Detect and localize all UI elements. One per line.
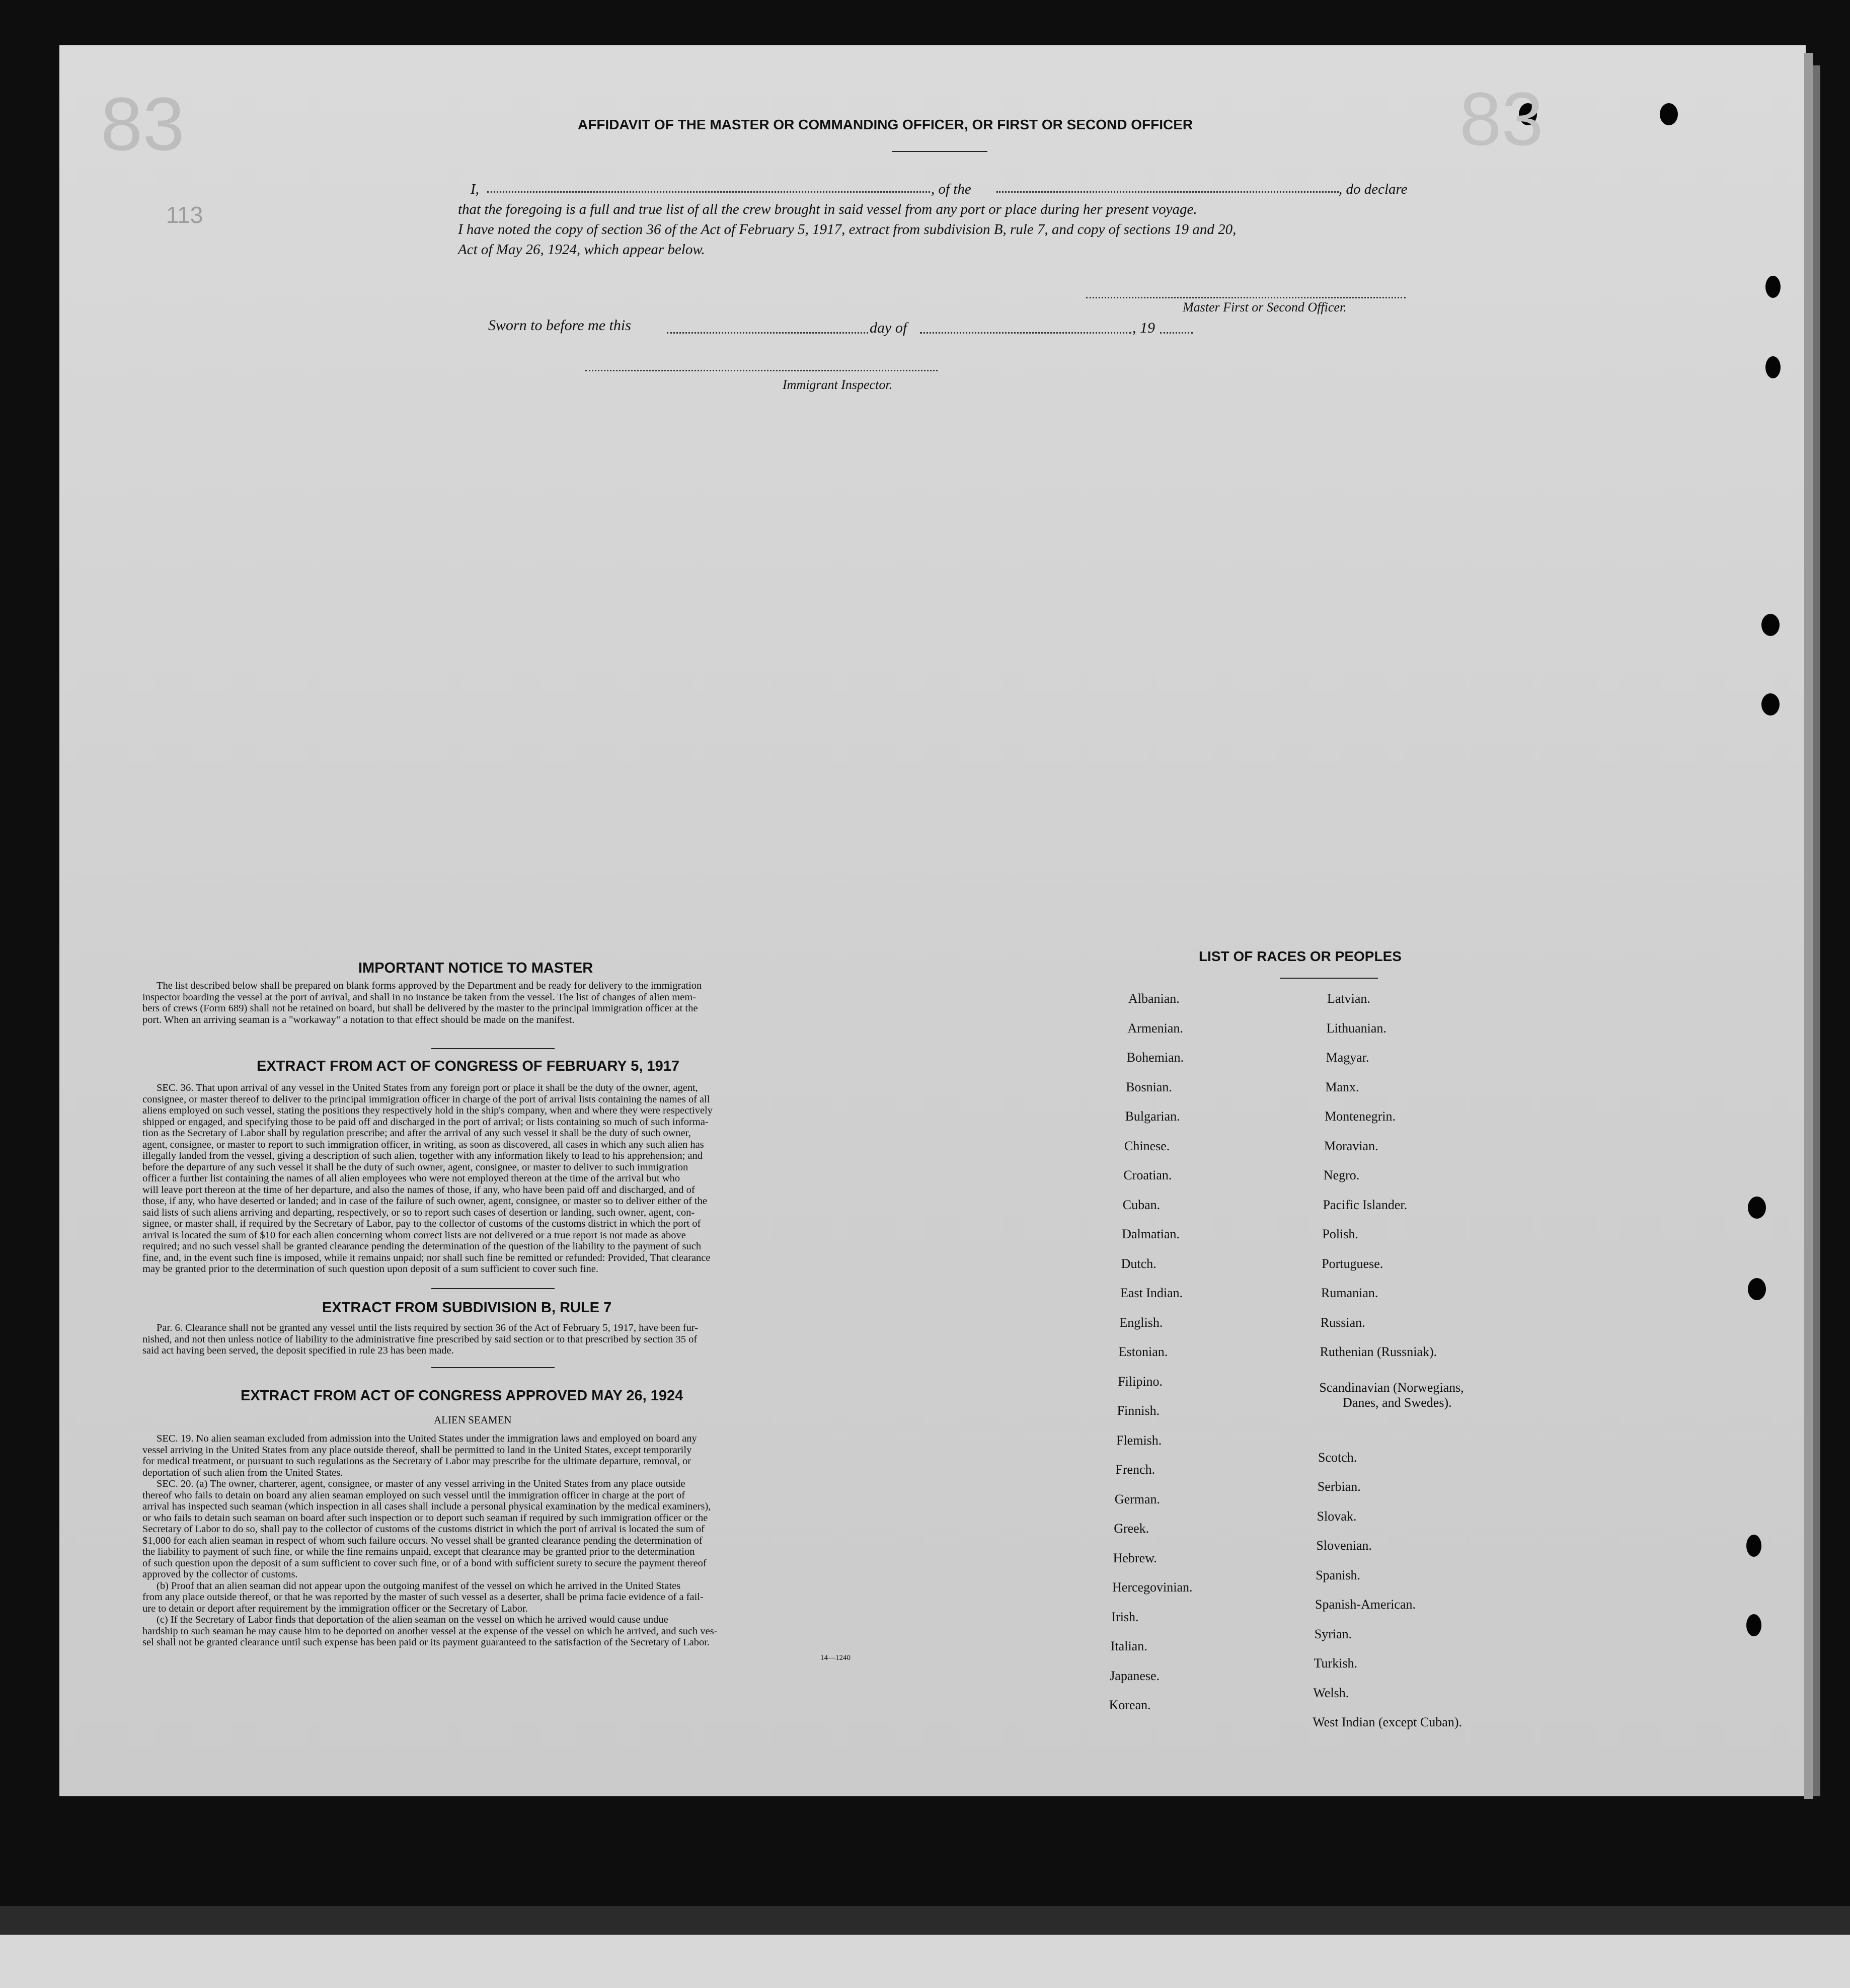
race-item: Portuguese.	[1322, 1256, 1383, 1271]
divider	[431, 1367, 555, 1368]
affidavit-line3: I have noted the copy of section 36 of the Act of February 5, 1917, extract from subdivision B, rule 7, and copy of sections 19 and 20,	[458, 221, 1237, 237]
divider	[892, 151, 987, 152]
master-signature-label: Master First or Second Officer.	[1183, 300, 1347, 314]
extract-line: for medical treatment, or pursuant to such regulations as the Secretary of Labor may prescribe for the ultimate departure, removal, or	[142, 1456, 691, 1467]
races-title: LIST OF RACES OR PEOPLES	[1199, 948, 1402, 964]
sworn-label: Sworn to before me this	[488, 317, 631, 334]
race-item: Serbian.	[1317, 1479, 1361, 1494]
rule7-line: said act having been served, the deposit specified in rule 23 has been made.	[142, 1345, 454, 1356]
extract-line: vessel arriving in the United States from any place outside thereof, shall be permitted to land in the United States, except temporarily	[142, 1444, 692, 1456]
master-signature-field[interactable]	[1086, 297, 1406, 298]
race-item: Magyar.	[1326, 1050, 1369, 1065]
race-item: Cuban.	[1122, 1197, 1161, 1212]
extract-line: (b) Proof that an alien seaman did not appear upon the outgoing manifest of the vessel on which he arrived in the United States	[157, 1580, 681, 1592]
extract-line: approved by the collector of customs.	[142, 1569, 298, 1580]
race-item: English.	[1119, 1315, 1163, 1330]
extract-line: (c) If the Secretary of Labor finds that deportation of the alien seaman on the vessel on which he arrived would cause undue	[157, 1614, 668, 1625]
race-item: Hercegovinian.	[1112, 1580, 1193, 1595]
extract-line: the liability to payment of such fine, or while the fine remains unpaid, except that clearance may be granted prior to the determination	[142, 1546, 695, 1557]
race-item: Bosnian.	[1126, 1079, 1172, 1094]
race-item: Italian.	[1110, 1639, 1147, 1653]
inspector-signature-label: Immigrant Inspector.	[783, 377, 893, 392]
race-item: Croatian.	[1123, 1168, 1172, 1182]
divider	[1280, 978, 1378, 979]
race-item: Irish.	[1111, 1609, 1139, 1624]
race-item: Turkish.	[1314, 1656, 1358, 1671]
race-item: Russian.	[1320, 1315, 1365, 1330]
notice-body	[142, 980, 872, 1025]
race-item: Syrian.	[1314, 1626, 1352, 1641]
race-item: Bohemian.	[1126, 1050, 1184, 1065]
punch-hole-icon	[1748, 1197, 1766, 1219]
race-item: East Indian.	[1120, 1286, 1183, 1300]
notice-line: The list described below shall be prepared on blank forms approved by the Department and be ready for delivery to the immigration	[157, 980, 702, 991]
rule7-line: Par. 6. Clearance shall not be granted any vessel until the lists required by section 36 of the Act of February 5, 1917, have been fur-	[157, 1322, 699, 1333]
extract-line: consignee, or master thereof to deliver to the principal immigration officer in charge of the port of arrival lists containing the names of all	[142, 1093, 710, 1105]
extract-line: SEC. 36. That upon arrival of any vessel in the United States from any foreign port or place it shall be the duty of the owner, agent,	[157, 1082, 698, 1093]
race-item: Estonian.	[1118, 1344, 1168, 1359]
race-item: Spanish.	[1316, 1567, 1361, 1582]
rule7-line: nished, and not then unless notice of liability to the administrative fine prescribed by said section or to that prescribed by section 35 of	[142, 1333, 698, 1345]
race-item: Finnish.	[1117, 1403, 1160, 1418]
race-item: Negro.	[1323, 1168, 1360, 1182]
divider	[431, 1048, 555, 1049]
extract-line: officer a further list containing the names of all alien employees who were not employed thereon at the time of the arrival but who	[142, 1173, 680, 1184]
extract-line: deportation of such alien from the United States.	[142, 1467, 343, 1478]
race-item: Chinese.	[1124, 1138, 1170, 1153]
race-item: Greek.	[1114, 1521, 1149, 1536]
race-item: Slovak.	[1317, 1508, 1357, 1524]
race-item: Rumanian.	[1321, 1286, 1378, 1300]
punch-hole-icon	[1765, 356, 1781, 378]
extract-1917-body	[142, 1082, 872, 1275]
race-item: Latvian.	[1327, 991, 1370, 1006]
extract-1924-body	[142, 1433, 872, 1648]
extract-line: may be granted prior to the determination of such question upon deposit of a sum sufficient to cover such fine.	[142, 1263, 598, 1275]
extract-line: hardship to such seaman he may cause him to be deported on another vessel at the expense of the vessel on which he arrived, and such ves-	[142, 1625, 718, 1637]
punch-hole-icon	[1746, 1535, 1761, 1557]
vessel-field[interactable]	[996, 191, 1339, 193]
race-item: Armenian.	[1127, 1020, 1183, 1036]
race-item: Japanese.	[1110, 1668, 1160, 1683]
race-item: Scandinavian (Norwegians,	[1319, 1380, 1464, 1395]
extract-line: fine, and, in the event such fine is imposed, while it remains unpaid; nor shall such fine be remitted or refunded: Provided, That clearance	[142, 1252, 711, 1263]
extract-line: those, if any, who have deserted or landed; and in case of the failure of such owner, agent, consignee, or master so to deliver either of the	[142, 1196, 708, 1207]
punch-hole-icon	[1761, 614, 1780, 636]
bleed-through-mark: 113	[166, 202, 203, 228]
extract-line: thereof who fails to detain on board any alien seaman employed on such vessel until the immigration officer in charge at the port of	[142, 1489, 685, 1501]
extract-line: of such question upon the deposit of a sum sufficient to cover such fine, or of a bond with sufficient surety to secure the payment thereof	[142, 1557, 707, 1569]
race-item: Welsh.	[1313, 1685, 1349, 1700]
extract-line: tion as the Secretary of Labor shall by regulation prescribe; and after the arrival of any such vessel it shall be the duty of such owner,	[142, 1128, 691, 1139]
extract-line: from any place outside thereof, or that he was reported by the master of such vessel as a deserter, shall be prima facie evidence of a fail-	[142, 1592, 704, 1603]
punch-hole-icon	[1748, 1278, 1766, 1300]
extract-line: shipped or engaged, and specifying those to be paid off and discharged in the port of arrival; or lists containing so much of such informa-	[142, 1116, 709, 1128]
race-item: Lithuanian.	[1326, 1020, 1386, 1036]
extract-line: ure to detain or deport after requirement by the immigration officer or the Secretary of Labor.	[142, 1603, 528, 1614]
extract-line: illegally landed from the vessel, giving a description of such alien, together with any information likely to lead to his apprehension; and	[142, 1150, 703, 1161]
page-edge-shadow	[1813, 65, 1820, 1796]
race-item: Dutch.	[1121, 1256, 1157, 1271]
extract-line: SEC. 20. (a) The owner, charterer, agent, consignee, or master of any vessel arriving in the United States from any place outside	[157, 1478, 685, 1489]
affidavit-title: AFFIDAVIT OF THE MASTER OR COMMANDING OFFICER, OR FIRST OR SECOND OFFICER	[578, 117, 1193, 132]
extract-1924-title: EXTRACT FROM ACT OF CONGRESS APPROVED MAY 26, 1924	[241, 1388, 683, 1404]
punch-hole-icon	[1746, 1614, 1761, 1636]
race-item: Dalmatian.	[1122, 1227, 1180, 1241]
bleed-through-mark: 83	[1459, 76, 1544, 161]
extract-line: or who fails to detain such seaman on board after such inspection or to deport such seaman if required by such immigration officer or the	[142, 1512, 708, 1524]
day-of-label: day of	[870, 320, 907, 336]
bleed-through-mark: 83	[101, 82, 185, 166]
extract-line: arrival has inspected such seaman (which inspection in all cases shall include a personal physical examination by the medical examiners),	[142, 1501, 711, 1512]
notice-line: inspector boarding the vessel at the port of arrival, and shall in no instance be taken from the vessel. The list of changes of alien mem-	[142, 991, 697, 1003]
race-item: Moravian.	[1324, 1138, 1378, 1153]
extract-line: aliens employed on such vessel, stating the positions they respectively hold in the ship's company, when and where they were respectively	[142, 1105, 713, 1116]
sworn-day-field[interactable]	[667, 332, 868, 334]
rule7-title: EXTRACT FROM SUBDIVISION B, RULE 7	[322, 1300, 612, 1316]
extract-line: Secretary of Labor to do so, shall pay to the collector of customs of the customs district in which the port of arrival is located the sum of	[142, 1524, 705, 1535]
extract-line: SEC. 19. No alien seaman excluded from admission into the United States under the immigration laws and employed on board any	[157, 1433, 697, 1444]
extract-1917-title: EXTRACT FROM ACT OF CONGRESS OF FEBRUARY 5, 1917	[257, 1058, 680, 1074]
race-item: Montenegrin.	[1325, 1109, 1396, 1124]
inspector-signature-field[interactable]	[585, 370, 938, 371]
race-item: Slovenian.	[1316, 1538, 1372, 1553]
race-item: Hebrew.	[1113, 1550, 1157, 1565]
extract-line: required; and no such vessel shall be granted clearance pending the determination of the question of the liability to the payment of such	[142, 1241, 702, 1252]
extract-line: signee, or master shall, if required by the Secretary of Labor, pay to the collector of customs of the customs district in which the port of	[142, 1218, 701, 1229]
race-item: Danes, and Swedes).	[1343, 1395, 1452, 1410]
race-item: West Indian (except Cuban).	[1313, 1715, 1462, 1729]
punch-hole-icon	[1765, 276, 1781, 298]
notice-title: IMPORTANT NOTICE TO MASTER	[358, 960, 593, 976]
extract-line: sel shall not be granted clearance until such expense has been paid or its payment guaranteed to the satisfaction of the Secretary of Labor.	[142, 1637, 710, 1648]
affidavit-line2: that the foregoing is a full and true list of all the crew brought in said vessel from any port or place during her present voyage.	[458, 201, 1197, 217]
extract-line: arrival is located the sum of $10 for each alien concerning whom correct lists are not delivered or a true report is not made as above	[142, 1229, 686, 1241]
form-number: 14—1240	[820, 1654, 851, 1662]
extract-line: will leave port thereon at the time of her departure, and also the names of those, if any, who have been paid off and discharged, and of	[142, 1184, 695, 1196]
race-item: Pacific Islander.	[1323, 1197, 1408, 1212]
race-item: Flemish.	[1116, 1433, 1162, 1448]
affidavit-of-the: , of the	[931, 181, 971, 197]
extract-1924-subtitle: ALIEN SEAMEN	[434, 1414, 512, 1426]
race-item: Spanish-American.	[1315, 1597, 1416, 1612]
affidavit-do-declare: , do declare	[1339, 181, 1408, 197]
race-item: Ruthenian (Russniak).	[1320, 1344, 1437, 1359]
race-item: Polish.	[1322, 1227, 1358, 1241]
sworn-year-field[interactable]	[1160, 332, 1193, 334]
race-item: Bulgarian.	[1125, 1109, 1180, 1124]
extract-line: before the departure of any such vessel it shall be the duty of such owner, agent, consignee, or master to deliver to such immigration	[142, 1161, 688, 1173]
rule7-body	[142, 1322, 872, 1357]
affidavit-line4: Act of May 26, 1924, which appear below.	[458, 242, 705, 258]
page-edge	[1804, 53, 1813, 1799]
extract-line: agent, consignee, or master to report to such immigration officer, in writing, as soon as discovered, all cases in which any such alien has	[142, 1139, 704, 1150]
punch-hole-icon	[1761, 693, 1780, 715]
divider	[431, 1288, 555, 1289]
affidavit-i-label: I,	[471, 181, 479, 197]
sworn-month-field[interactable]	[920, 332, 1131, 334]
punch-hole-icon	[1660, 103, 1678, 125]
race-item: French.	[1115, 1462, 1155, 1477]
scan-border-light	[0, 1935, 1850, 1988]
extract-line: $1,000 for each alien seaman in respect of whom such failure occurs. No vessel shall be granted clearance pending the determination of	[142, 1535, 703, 1546]
notice-line: bers of crews (Form 689) shall not be retained on board, but shall be delivered by the master to the principal immigration officer at the	[142, 1003, 698, 1014]
race-item: Manx.	[1325, 1079, 1359, 1094]
name-field[interactable]	[487, 191, 930, 193]
race-item: Filipino.	[1118, 1374, 1163, 1389]
extract-line: said lists of such aliens arriving and departing, respectively, or so to report such cases of desertion or landing, such owner, agent, con-	[142, 1207, 695, 1218]
year-label: , 19	[1132, 320, 1155, 336]
race-item: Albanian.	[1128, 991, 1180, 1006]
notice-line: port. When an arriving seaman is a "workaway" a notation to that effect should be made on the manifest.	[142, 1014, 575, 1025]
race-item: Scotch.	[1318, 1450, 1357, 1465]
race-item: German.	[1114, 1491, 1161, 1506]
race-item: Korean.	[1109, 1698, 1151, 1712]
